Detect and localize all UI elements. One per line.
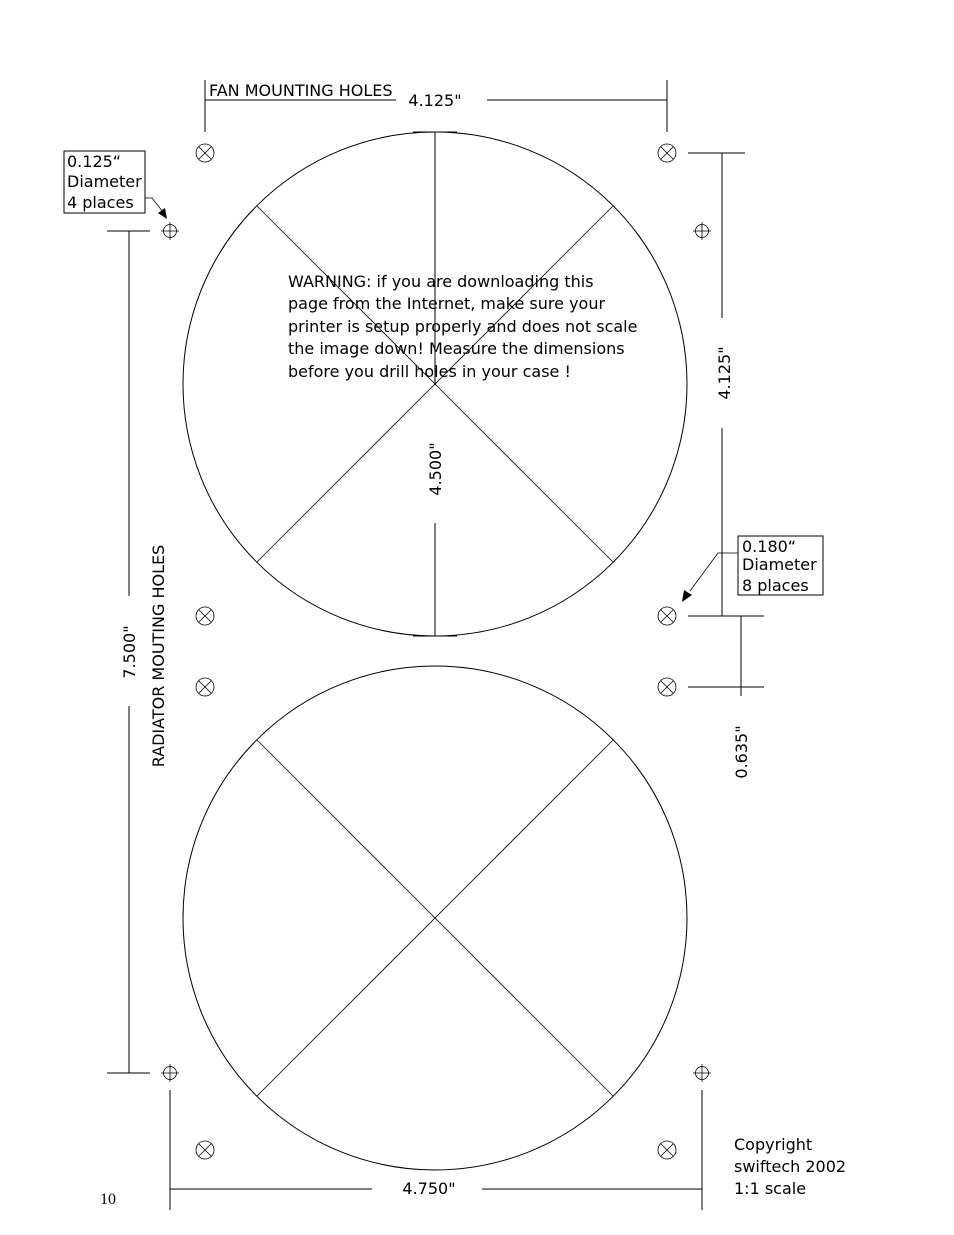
circle-x-icon (196, 607, 214, 625)
circle-plus-icon (161, 222, 179, 240)
warning-line: WARNING: if you are downloading this (288, 272, 594, 291)
circle-x-icon (658, 607, 676, 625)
radiator-mounting-holes-label: RADIATOR MOUTING HOLES (149, 544, 168, 768)
left-height-dimension (107, 231, 150, 1073)
small-hole-callout (64, 151, 167, 219)
small-callout-size: 0.125“ (67, 152, 122, 171)
bottom-width-label: 4.750" (402, 1179, 456, 1198)
left-height-label: 7.500" (120, 625, 139, 679)
circle-x-icon (196, 678, 214, 696)
right-height-label: 4.125" (715, 346, 734, 400)
circle-x-icon (196, 144, 214, 162)
bottom-fan-outline (183, 666, 687, 1170)
right-height-dimension (688, 153, 745, 616)
small-callout-diameter: Diameter (67, 172, 142, 191)
large-callout-size: 0.180“ (742, 537, 797, 556)
circle-plus-icon (693, 222, 711, 240)
bottom-width-dimension (170, 1090, 702, 1210)
top-width-label: 4.125" (408, 91, 462, 110)
warning-line: printer is setup properly and does not scale (288, 317, 638, 336)
large-hole-callout (682, 536, 823, 602)
circle-x-icon (658, 678, 676, 696)
fan-mounting-holes-label: FAN MOUNTING HOLES (209, 81, 393, 100)
circle-x-icon (196, 1141, 214, 1159)
fan-diameter-label: 4.500" (426, 442, 445, 496)
fan-diameter-dimension (413, 132, 457, 636)
warning-line: the image down! Measure the dimensions (288, 339, 625, 358)
arrowhead-icon (158, 208, 167, 219)
small-callout-count: 4 places (67, 193, 134, 212)
large-callout-count: 8 places (742, 576, 809, 595)
copyright-line: swiftech 2002 (734, 1157, 847, 1176)
circle-plus-icon (161, 1064, 179, 1082)
warning-line: before you drill holes in your case ! (288, 362, 571, 381)
page-number: 10 (100, 1191, 116, 1208)
warning-note (288, 272, 637, 381)
arrowhead-icon (682, 590, 692, 602)
copyright-line: Copyright (734, 1135, 813, 1154)
copyright-note (734, 1135, 846, 1198)
warning-line: page from the Internet, make sure your (288, 294, 606, 313)
circle-x-icon (658, 144, 676, 162)
copyright-line: 1:1 scale (734, 1179, 807, 1198)
circle-x-icon (658, 1141, 676, 1159)
circle-plus-icon (693, 1064, 711, 1082)
gap-dimension (688, 616, 764, 779)
large-callout-diameter: Diameter (742, 555, 817, 574)
gap-label: 0.635" (732, 725, 751, 779)
